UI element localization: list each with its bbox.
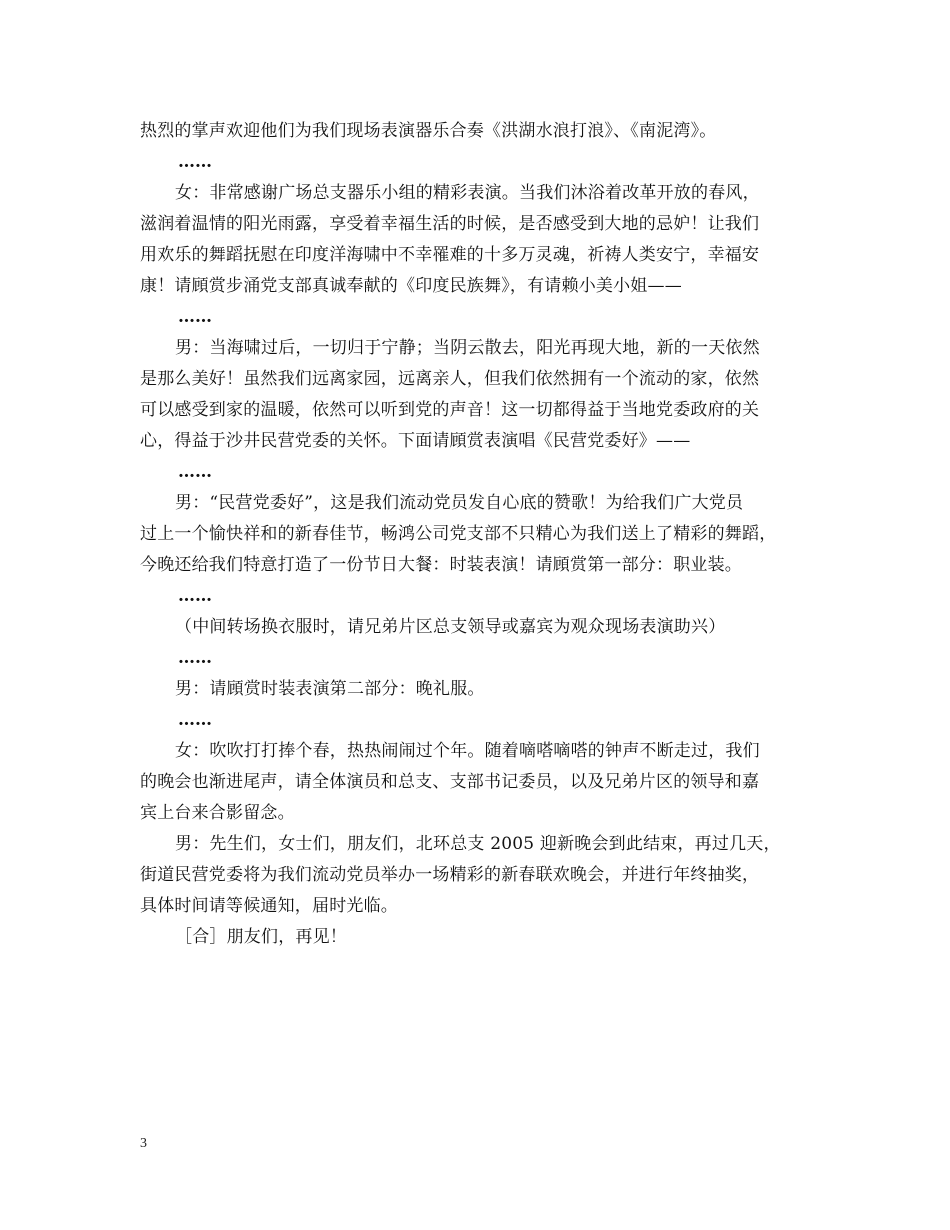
ellipsis-line: ……: [178, 462, 212, 482]
text-line: 过上一个愉快祥和的新春佳节，畅鸿公司党支部不只精心为我们送上了精彩的舞蹈，: [140, 524, 777, 544]
text-line: 男：先生们，女士们，朋友们，北环总支 2005 迎新晚会到此结束，再过几天，: [175, 834, 781, 854]
ellipsis-line: ……: [178, 648, 212, 668]
text-line: 女：非常感谢广场总支器乐小组的精彩表演。当我们沐浴着改革开放的春风，: [175, 183, 760, 203]
text-line: 可以感受到家的温暖，依然可以听到党的声音！这一切都得益于当地党委政府的关: [140, 400, 760, 420]
text-line: 男：“民营党委好”，这是我们流动党员发自心底的赞歌！为给我们广大党员: [175, 493, 744, 513]
text-line: 街道民营党委将为我们流动党员举办一场精彩的新春联欢晚会，并进行年终抽奖，: [140, 865, 760, 885]
text-line: （中间转场换衣服时，请兄弟片区总支领导或嘉宾为观众现场表演助兴）: [175, 617, 726, 637]
text-line: 滋润着温情的阳光雨露，享受着幸福生活的时候，是否感受到大地的忌妒！让我们: [140, 214, 760, 234]
document-body: [140, 116, 830, 953]
text-line: 宾上台来合影留念。: [140, 803, 295, 823]
page-number: 3: [140, 1136, 147, 1151]
ellipsis-line: ……: [178, 710, 212, 730]
text-line: 女：吹吹打打捧个春，热热闹闹过个年。随着嘀嗒嘀嗒的钟声不断走过，我们: [175, 741, 760, 761]
text-line: 男：当海啸过后，一切归于宁静；当阴云散去，阳光再现大地，新的一天依然: [175, 338, 760, 358]
text-line: ［合］朋友们，再见！: [175, 927, 347, 947]
text-line: 是那么美好！虽然我们远离家园，远离亲人，但我们依然拥有一个流动的家，依然: [140, 369, 760, 389]
text-line: 康！请頋赏步涌党支部真诚奉献的《印度民族舞》，有请赖小美小姐——: [140, 276, 682, 296]
ellipsis-line: ……: [178, 586, 212, 606]
text-line: 今晚还给我们特意打造了一份节日大餐：时装表演！请頋赏第一部分：职业装。: [140, 555, 742, 575]
text-line: 的晚会也渐进尾声，请全体演员和总支、支部书记委员，以及兄弟片区的领导和嘉: [140, 772, 760, 792]
text-line: 热烈的掌声欢迎他们为我们现场表演器乐合奏《洪湖水浪打浪》、《南泥湾》。: [140, 121, 717, 141]
text-line: 男：请頋赏时装表演第二部分：晚礼服。: [175, 679, 485, 699]
text-line: 具体时间请等候通知，届时光临。: [140, 896, 398, 916]
ellipsis-line: ……: [178, 307, 212, 327]
text-line: 心，得益于沙井民营党委的关怀。下面请頋赏表演唱《民营党委好》——: [140, 431, 691, 451]
text-line: 用欢乐的舞蹈抚慰在印度洋海啸中不幸罹难的十多万灵魂，祈祷人类安宁，幸福安: [140, 245, 760, 265]
ellipsis-line: ……: [178, 152, 212, 172]
